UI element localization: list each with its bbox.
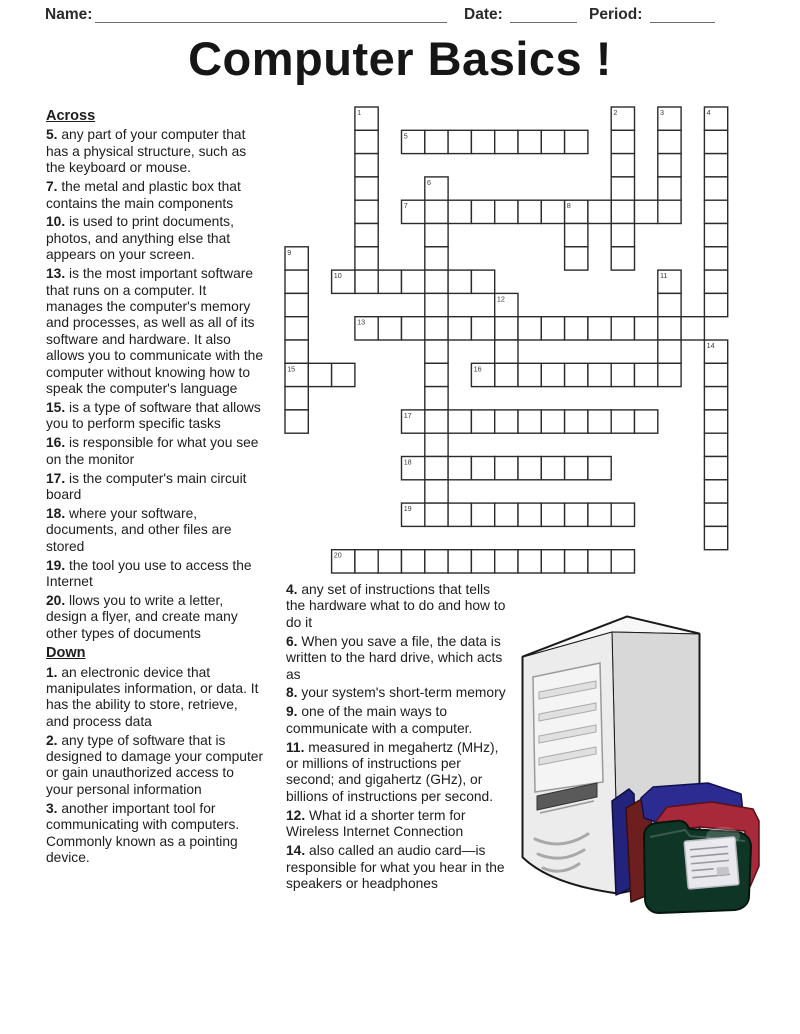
grid-cell[interactable] [704, 224, 727, 247]
grid-cell[interactable] [611, 550, 634, 573]
grid-cell[interactable] [611, 224, 634, 247]
grid-cell[interactable] [425, 410, 448, 433]
grid-cell[interactable] [471, 410, 494, 433]
grid-cell[interactable] [471, 457, 494, 480]
clue-6-down: 6. When you save a file, the data is written to the hard drive, which acts as [286, 633, 503, 682]
clue-column-left [46, 108, 264, 869]
grid-cell[interactable] [355, 154, 378, 177]
date-label: Date: [464, 6, 503, 23]
grid-cell[interactable] [425, 457, 448, 480]
grid-cell[interactable] [658, 317, 681, 340]
grid-cell[interactable] [541, 550, 564, 573]
grid-cell[interactable] [565, 317, 588, 340]
grid-cell[interactable] [704, 154, 727, 177]
grid-number-18: 18 [403, 457, 412, 467]
grid-cell[interactable] [658, 340, 681, 363]
grid-number-19: 19 [403, 504, 412, 514]
grid-cell[interactable] [611, 130, 634, 153]
grid-cell[interactable] [285, 387, 308, 410]
grid-cell[interactable] [565, 247, 588, 270]
paper-image-block [717, 866, 730, 875]
grid-cell[interactable] [518, 550, 541, 573]
grid-cell[interactable] [704, 177, 727, 200]
grid-cell[interactable] [448, 410, 471, 433]
clue-11-down: 11. measured in megahertz (MHz), or millions of instructions per second; and gigahertz (GHz), or billions of instructions per second. [286, 739, 499, 804]
grid-number-17: 17 [403, 410, 412, 420]
grid-number-5: 5 [403, 131, 408, 141]
grid-number-16: 16 [473, 364, 482, 374]
grid-cell[interactable] [285, 293, 308, 316]
grid-number-6: 6 [427, 177, 431, 187]
grid-cell[interactable] [658, 363, 681, 386]
grid-cell[interactable] [611, 247, 634, 270]
grid-cell[interactable] [448, 503, 471, 526]
grid-cell[interactable] [425, 293, 448, 316]
grid-cell[interactable] [495, 130, 518, 153]
grid-cell[interactable] [611, 200, 634, 223]
grid-cell[interactable] [658, 154, 681, 177]
grid-number-4: 4 [706, 108, 711, 117]
grid-cell[interactable] [704, 410, 727, 433]
grid-cell[interactable] [611, 363, 634, 386]
page-title: Computer Basics ! [188, 32, 612, 85]
grid-cell[interactable] [565, 410, 588, 433]
clue-20-across: 20. llows you to write a letter, design a flyer, and create many other types of documents [46, 592, 238, 641]
down-clues-left [46, 665, 264, 867]
grid-cell[interactable] [611, 317, 634, 340]
grid-cell[interactable] [448, 550, 471, 573]
grid-cell[interactable] [425, 247, 448, 270]
grid-cell[interactable] [425, 433, 448, 456]
clue-1-down: 1. an electronic device that manipulates information, or data. It has the ability to store, retrieve, and process data [46, 664, 259, 729]
grid-cell[interactable] [704, 130, 727, 153]
grid-cell[interactable] [355, 130, 378, 153]
clue-10-across: 10. is used to print documents, photos, and anything else that appears on your screen. [46, 214, 234, 263]
grid-cell[interactable] [658, 200, 681, 223]
grid-number-14: 14 [706, 341, 715, 350]
down-clues-middle [286, 582, 512, 892]
clue-9-down: 9. one of the main ways to communicate with a computer. [286, 704, 473, 736]
grid-cell[interactable] [541, 200, 564, 223]
grid-cell[interactable] [635, 317, 658, 340]
grid-cell[interactable] [355, 270, 378, 293]
grid-cell[interactable] [285, 410, 308, 433]
grid-cell[interactable] [471, 317, 494, 340]
grid-number-2: 2 [613, 108, 618, 117]
grid-cell[interactable] [658, 130, 681, 153]
grid-cell[interactable] [495, 457, 518, 480]
grid-cell[interactable] [355, 550, 378, 573]
grid-cell[interactable] [611, 177, 634, 200]
grid-cell[interactable] [425, 270, 448, 293]
grid-cell[interactable] [588, 457, 611, 480]
grid-cell[interactable] [402, 270, 425, 293]
grid-cell[interactable] [402, 317, 425, 340]
clue-2-down: 2. any type of software that is designed to damage your computer or gain unauthorized access to your personal information [46, 732, 264, 797]
folder-highlight [706, 827, 740, 845]
grid-cell[interactable] [425, 340, 448, 363]
clue-3-down: 3. another important tool for communicating with computers. Commonly known as a pointing device. [46, 800, 240, 865]
grid-cell[interactable] [425, 317, 448, 340]
grid-cell[interactable] [635, 200, 658, 223]
grid-cell[interactable] [704, 503, 727, 526]
grid-cell[interactable] [704, 433, 727, 456]
grid-number-15: 15 [287, 364, 296, 374]
grid-cell[interactable] [285, 317, 308, 340]
grid-cell[interactable] [471, 200, 494, 223]
grid-cell[interactable] [425, 387, 448, 410]
clue-5-across: 5. any part of your computer that has a physical structure, such as the keyboard or mouse. [46, 127, 247, 176]
grid-cell[interactable] [495, 550, 518, 573]
grid-cell[interactable] [495, 317, 518, 340]
grid-cell[interactable] [448, 200, 471, 223]
clue-16-across: 16. is responsible for what you see on the monitor [46, 435, 259, 467]
grid-cell[interactable] [285, 340, 308, 363]
grid-cell[interactable] [658, 177, 681, 200]
grid-cell[interactable] [425, 200, 448, 223]
grid-cell[interactable] [425, 480, 448, 503]
grid-number-1: 1 [357, 108, 362, 117]
grid-number-9: 9 [287, 247, 292, 257]
clue-7-across: 7. the metal and plastic box that contains the main components [46, 179, 241, 211]
grid-cell[interactable] [565, 224, 588, 247]
across-clues [46, 127, 264, 642]
grid-cell[interactable] [704, 480, 727, 503]
grid-number-8: 8 [566, 201, 571, 211]
grid-cell[interactable] [704, 293, 727, 316]
name-label: Name: [45, 6, 93, 23]
across-heading: Across [46, 108, 96, 124]
grid-cell[interactable] [565, 457, 588, 480]
grid-cell[interactable] [355, 200, 378, 223]
grid-cell[interactable] [518, 457, 541, 480]
clue-column-middle [286, 582, 512, 895]
grid-cell[interactable] [588, 550, 611, 573]
grid-cell[interactable] [704, 363, 727, 386]
grid-cell[interactable] [635, 363, 658, 386]
grid-cell[interactable] [378, 270, 401, 293]
grid-cell[interactable] [565, 130, 588, 153]
grid-cell[interactable] [378, 317, 401, 340]
grid-cell[interactable] [611, 154, 634, 177]
grid-cell[interactable] [425, 130, 448, 153]
grid-number-20: 20 [333, 550, 342, 560]
clue-14-down: 14. also called an audio card—is responsible for what you hear in the speakers or headphones [286, 843, 505, 891]
grid-cell[interactable] [518, 317, 541, 340]
down-heading: Down [46, 645, 86, 662]
grid-cell[interactable] [448, 457, 471, 480]
grid-cell[interactable] [518, 200, 541, 223]
grid-number-7: 7 [403, 201, 408, 211]
clue-12-down: 12. What id a shorter term for Wireless Internet Connection [286, 807, 466, 840]
grid-number-11: 11 [660, 271, 668, 281]
clue-13-across: 13. is the most important software that runs on a computer. It manages the computer's memory and processes, as well as all of its software and hardware. It also allows you to communicate with the computer without knowing how to speak the computer's language [46, 266, 264, 396]
period-label: Period: [589, 6, 643, 23]
folders-illustration [612, 783, 759, 913]
grid-number-10: 10 [333, 271, 342, 281]
grid-cell[interactable] [658, 293, 681, 316]
grid-cell[interactable] [704, 526, 727, 549]
clue-4-down: 4. any set of instructions that tells the hardware what to do and how to do it [286, 582, 506, 630]
grid-cell[interactable] [308, 363, 331, 386]
grid-cell[interactable] [704, 387, 727, 410]
grid-cell[interactable] [471, 550, 494, 573]
grid-cell[interactable] [588, 317, 611, 340]
grid-cell[interactable] [704, 247, 727, 270]
grid-cell[interactable] [518, 503, 541, 526]
grid-cell[interactable] [471, 270, 494, 293]
grid-number-13: 13 [357, 317, 366, 327]
grid-cell[interactable] [495, 503, 518, 526]
clue-15-across: 15. is a type of software that allows you to perform specific tasks [46, 399, 261, 432]
grid-cell[interactable] [518, 410, 541, 433]
grid-cell[interactable] [704, 200, 727, 223]
grid-cell[interactable] [425, 363, 448, 386]
document-paper [684, 837, 739, 889]
grid-cell[interactable] [635, 410, 658, 433]
grid-cell[interactable] [541, 457, 564, 480]
grid-cell[interactable] [495, 363, 518, 386]
grid-cell[interactable] [332, 363, 355, 386]
grid-cell[interactable] [448, 270, 471, 293]
grid-cell[interactable] [448, 130, 471, 153]
grid-cell[interactable] [518, 130, 541, 153]
grid-cell[interactable] [518, 363, 541, 386]
grid-cell[interactable] [495, 340, 518, 363]
grid-cell[interactable] [355, 247, 378, 270]
grid-cell[interactable] [471, 503, 494, 526]
clue-8-down: 8. your system's short-term memory [286, 685, 506, 701]
grid-cell[interactable] [681, 317, 704, 340]
clue-19-across: 19. the tool you use to access the Internet [46, 557, 252, 589]
grid-cell[interactable] [541, 503, 564, 526]
grid-cell[interactable] [495, 410, 518, 433]
clue-17-across: 17. is the computer's main circuit board [46, 470, 247, 502]
grid-cell[interactable] [541, 363, 564, 386]
grid-cell[interactable] [588, 363, 611, 386]
grid-cell[interactable] [355, 177, 378, 200]
grid-cell[interactable] [495, 200, 518, 223]
grid-cell[interactable] [285, 270, 308, 293]
computer-clipart [500, 600, 800, 935]
grid-cell[interactable] [588, 503, 611, 526]
grid-cell[interactable] [565, 550, 588, 573]
grid-cell[interactable] [425, 550, 448, 573]
grid-cell[interactable] [425, 503, 448, 526]
grid-cell[interactable] [611, 503, 634, 526]
grid-cell[interactable] [425, 224, 448, 247]
grid-number-3: 3 [660, 108, 664, 117]
grid-cell[interactable] [355, 224, 378, 247]
grid-cell[interactable] [611, 410, 634, 433]
clue-18-across: 18. where your software, documents, and other files are stored [46, 505, 232, 554]
grid-cell[interactable] [588, 410, 611, 433]
grid-cell[interactable] [378, 550, 401, 573]
grid-cell[interactable] [588, 200, 611, 223]
grid-cell[interactable] [565, 363, 588, 386]
grid-cell[interactable] [704, 270, 727, 293]
grid-cell[interactable] [565, 503, 588, 526]
grid-number-12: 12 [496, 294, 505, 304]
grid-cell[interactable] [402, 550, 425, 573]
grid-cell[interactable] [704, 457, 727, 480]
grid-cell[interactable] [541, 317, 564, 340]
grid-cell[interactable] [541, 410, 564, 433]
grid-cell[interactable] [448, 317, 471, 340]
grid-cell[interactable] [541, 130, 564, 153]
grid-cell[interactable] [471, 130, 494, 153]
